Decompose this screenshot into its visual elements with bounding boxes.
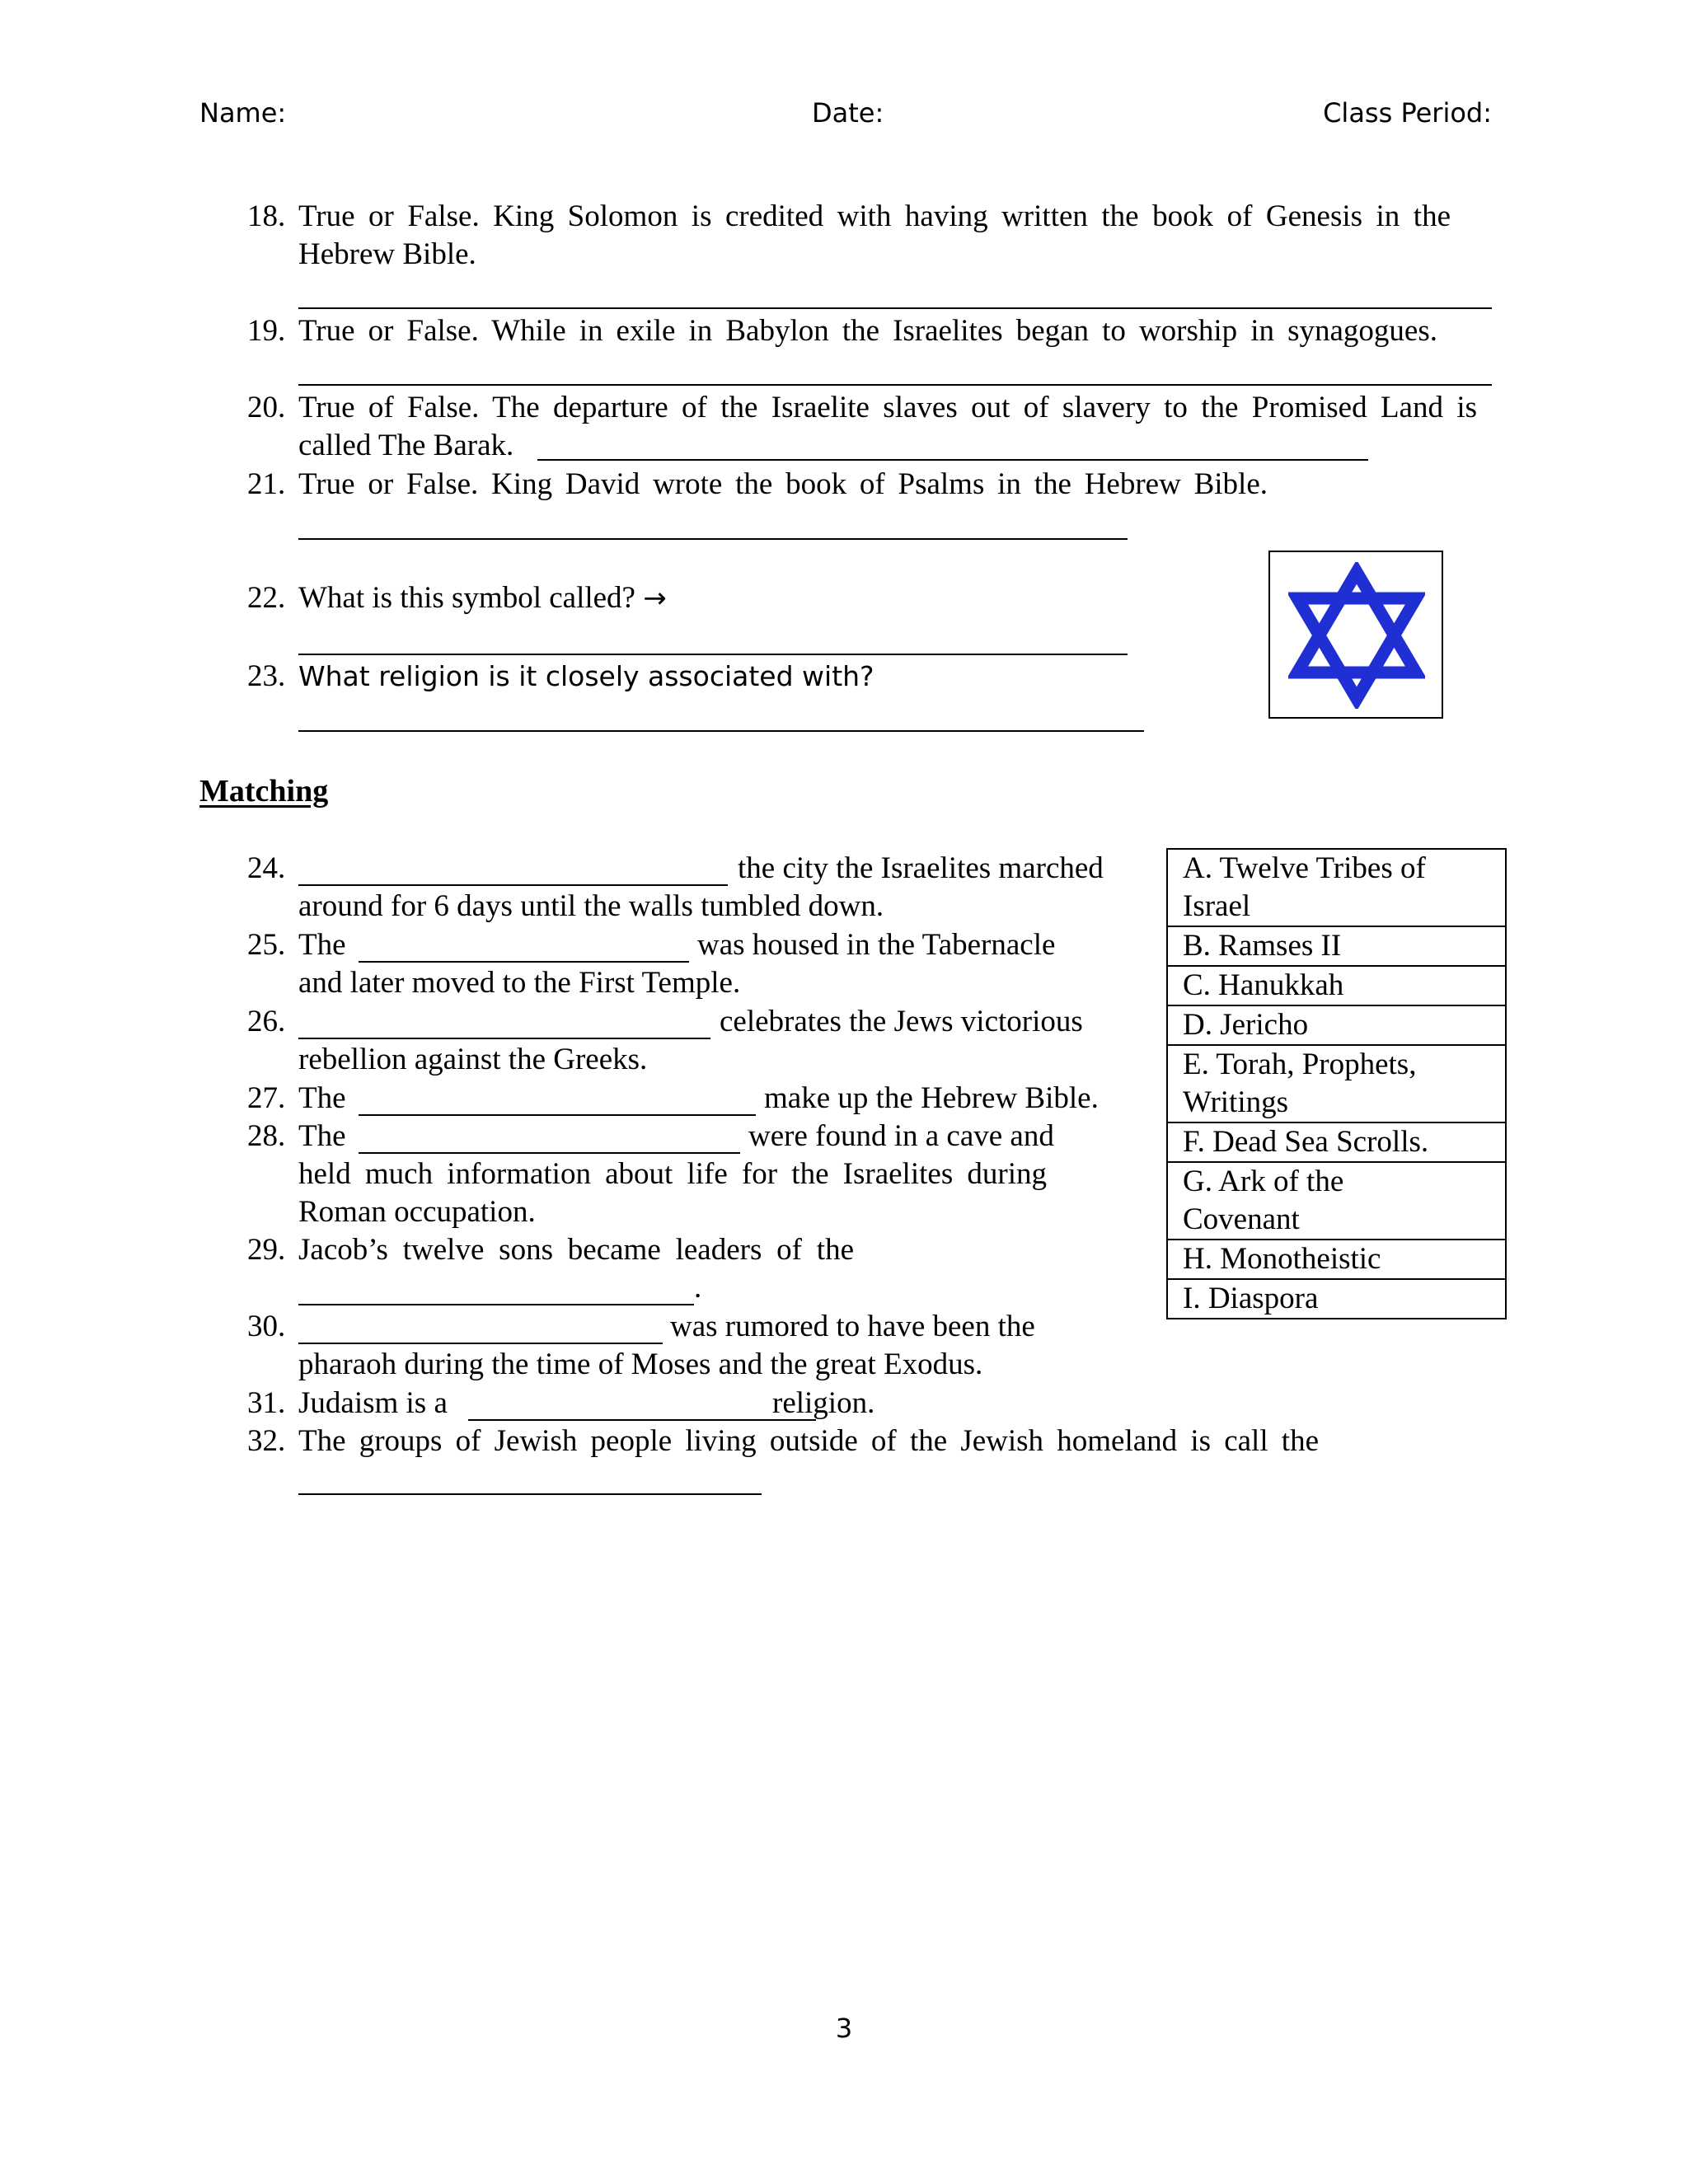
question-text: True or False. King David wrote the book of Psalms in the Hebrew Bible.: [298, 467, 1268, 501]
answer-choice-f: [1168, 1122, 1505, 1161]
answer-choice-text: E. Torah, Prophets,: [1183, 1047, 1417, 1081]
answer-choice-text: H. Monotheistic: [1183, 1242, 1381, 1276]
question-text: What religion is it closely associated with?: [298, 660, 874, 692]
class-period-label: Class Period:: [1323, 97, 1492, 129]
question-text-cont: around for 6 days until the walls tumbled down.: [298, 889, 884, 923]
question-text: make up the Hebrew Bible.: [764, 1081, 1099, 1115]
answer-choice-a: [1168, 850, 1505, 926]
answer-choice-text: C. Hanukkah: [1183, 968, 1344, 1002]
question-text: religion.: [772, 1386, 875, 1420]
answer-choice-d: [1168, 1005, 1505, 1044]
matching-heading: Matching: [199, 774, 329, 808]
question-text: True or False. King Solomon is credited with having written the book of Genesis in the: [298, 199, 1451, 233]
answer-choice-text: D. Jericho: [1183, 1008, 1309, 1042]
arrow-right-icon: →: [643, 582, 667, 615]
answer-choice-b: [1168, 926, 1505, 965]
question-number: 27.: [247, 1081, 286, 1115]
question-number: 21.: [247, 467, 286, 501]
answer-choice-text: I. Diaspora: [1183, 1282, 1319, 1315]
blank-31[interactable]: [468, 1419, 816, 1421]
question-text-cont: Roman occupation.: [298, 1195, 536, 1229]
question-text-main: What is this symbol called?: [298, 581, 635, 615]
date-label: Date:: [812, 97, 884, 129]
star-of-david-icon: [1288, 562, 1425, 709]
question-text: was rumored to have been the: [670, 1310, 1035, 1343]
question-text: True of False. The departure of the Israelite slaves out of slavery to the Promised Land is: [298, 391, 1477, 424]
question-number: 31.: [247, 1386, 286, 1420]
question-text-cont: Hebrew Bible.: [298, 237, 476, 271]
question-number: 28.: [247, 1119, 286, 1153]
answer-choice-text: A. Twelve Tribes of: [1183, 851, 1426, 885]
question-number: 24.: [247, 851, 286, 885]
question-text-cont: called The Barak.: [298, 429, 514, 462]
answer-choice-h: [1168, 1239, 1505, 1278]
answer-choice-text-cont: Covenant: [1183, 1202, 1300, 1236]
question-text: celebrates the Jews victorious: [720, 1005, 1083, 1038]
answer-choice-i: [1168, 1278, 1505, 1318]
question-text-end: .: [694, 1271, 702, 1305]
question-number: 30.: [247, 1310, 286, 1343]
question-text-cont: rebellion against the Greeks.: [298, 1043, 648, 1076]
question-text-before: The: [298, 1081, 346, 1115]
answer-choice-text: B. Ramses II: [1183, 929, 1342, 963]
blank-26[interactable]: [298, 1038, 710, 1039]
symbol-box: [1268, 551, 1443, 719]
question-number: 26.: [247, 1005, 286, 1038]
question-text-cont: and later moved to the First Temple.: [298, 966, 741, 1000]
question-text: were found in a cave and: [748, 1119, 1054, 1153]
question-text: the city the Israelites marched: [738, 851, 1104, 885]
answer-line-19[interactable]: [298, 384, 1492, 386]
answer-choice-text: F. Dead Sea Scrolls.: [1183, 1125, 1429, 1159]
answer-choice-c: [1168, 965, 1505, 1005]
blank-25[interactable]: [359, 961, 689, 963]
answer-line-18[interactable]: [298, 307, 1492, 309]
question-text-before: Judaism is a: [298, 1386, 448, 1420]
answer-choice-text-cont: Israel: [1183, 889, 1251, 923]
name-label: Name:: [199, 97, 287, 129]
question-number: 18.: [247, 199, 286, 233]
blank-30[interactable]: [298, 1343, 663, 1344]
answer-line-22[interactable]: [298, 654, 1128, 655]
question-text: Jacob’s twelve sons became leaders of the: [298, 1233, 854, 1267]
answer-line-23[interactable]: [298, 730, 1144, 732]
question-text: was housed in the Tabernacle: [697, 928, 1056, 962]
question-text: True or False. While in exile in Babylon the Israelites began to worship in synagogues.: [298, 314, 1437, 348]
answer-choices-box: [1166, 848, 1507, 1319]
question-text-cont: pharaoh during the time of Moses and the great Exodus.: [298, 1347, 983, 1381]
answer-choice-text: G. Ark of the: [1183, 1165, 1344, 1198]
question-number: 22.: [247, 581, 286, 615]
question-number: 29.: [247, 1233, 286, 1267]
answer-choice-e: [1168, 1044, 1505, 1122]
answer-line-20[interactable]: [537, 459, 1368, 461]
question-text-cont: held much information about life for the Israelites during: [298, 1157, 1047, 1191]
blank-27[interactable]: [359, 1114, 756, 1116]
blank-28[interactable]: [359, 1152, 740, 1154]
question-text-before: The: [298, 1119, 346, 1153]
question-number: 20.: [247, 391, 286, 424]
question-text-before: The: [298, 928, 346, 962]
question-number: 19.: [247, 314, 286, 348]
blank-24[interactable]: [298, 884, 728, 886]
question-number: 23.: [247, 659, 286, 693]
answer-line-21[interactable]: [298, 538, 1128, 540]
question-number: 25.: [247, 928, 286, 962]
page-number: 3: [835, 2013, 853, 2044]
question-text: The groups of Jewish people living outside of the Jewish homeland is call the: [298, 1424, 1319, 1458]
answer-choice-g: [1168, 1161, 1505, 1239]
question-number: 32.: [247, 1424, 286, 1458]
question-text: [298, 579, 667, 617]
answer-choice-text-cont: Writings: [1183, 1085, 1289, 1119]
blank-29[interactable]: [298, 1304, 694, 1305]
blank-32[interactable]: [298, 1493, 762, 1495]
